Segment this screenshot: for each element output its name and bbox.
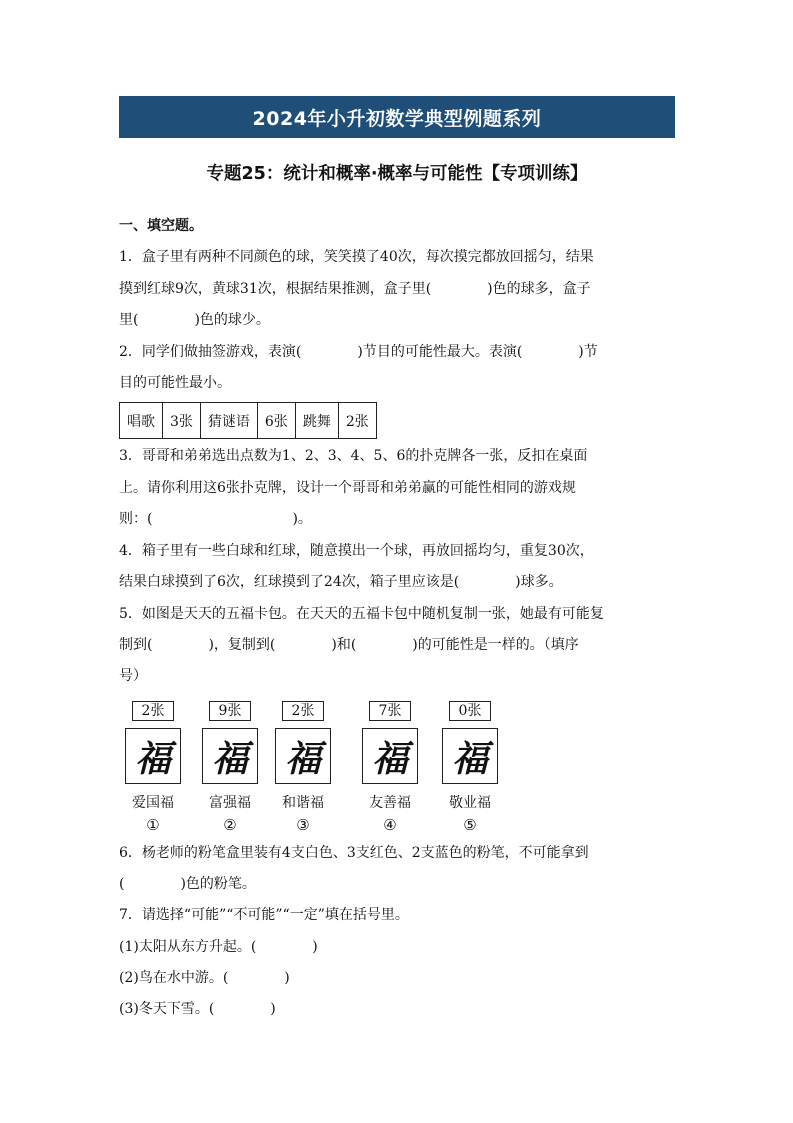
fu-card-5 <box>439 700 501 834</box>
card-name: 敬业福 <box>449 795 491 811</box>
lottery-table <box>119 402 377 439</box>
q2-line-2: 目的可能性最小。 <box>119 375 231 391</box>
card-count: 2张 <box>282 701 324 721</box>
table-cell: 跳舞 <box>295 403 338 439</box>
q5-line-2: 制到( )，复制到( )和( )的可能性是一样的。（填序 <box>119 637 579 653</box>
q1-line-2: 摸到红球9次，黄球31次，根据结果推测，盒子里( )色的球多，盒子 <box>119 281 591 297</box>
card-number: ③ <box>296 816 310 834</box>
fu-character-image: 福 <box>275 728 331 784</box>
q1-line-3: 里( )色的球少。 <box>119 312 270 328</box>
card-name: 和谐福 <box>282 795 324 811</box>
card-number: ④ <box>383 816 397 834</box>
q1-line-1: 1．盒子里有两种不同颜色的球，笑笑摸了40次，每次摸完都放回摇匀，结果 <box>119 249 594 265</box>
q2-line-1: 2．同学们做抽签游戏，表演( )节目的可能性最大。表演( )节 <box>119 344 598 360</box>
q4-line-1: 4．箱子里有一些白球和红球，随意摸出一个球，再放回摇均匀，重复30次， <box>119 543 594 559</box>
card-count: 0张 <box>449 701 491 721</box>
q3-line-3: 则：( )。 <box>119 511 312 527</box>
card-name: 富强福 <box>209 795 251 811</box>
q7-item-1: (1)太阳从东方升起。( ) <box>119 939 318 955</box>
q5-line-1: 5．如图是天天的五福卡包。在天天的五福卡包中随机复制一张，她最有可能复 <box>119 606 604 622</box>
card-name: 爱国福 <box>132 795 174 811</box>
fu-card-2 <box>199 700 261 834</box>
card-count: 2张 <box>132 701 174 721</box>
card-count: 7张 <box>369 701 411 721</box>
q3-line-1: 3．哥哥和弟弟选出点数为1、2、3、4、5、6的扑克牌各一张，反扣在桌面 <box>119 448 588 464</box>
q7-prompt: 7．请选择“可能”“不可能”“一定”填在括号里。 <box>119 907 409 923</box>
q7-item-3: (3)冬天下雪。( ) <box>119 1001 276 1017</box>
table-cell: 6张 <box>257 403 295 439</box>
fu-character-image: 福 <box>362 728 418 784</box>
section-heading: 一、填空题。 <box>119 218 203 234</box>
table-cell: 3张 <box>163 403 201 439</box>
table-cell: 2张 <box>338 403 376 439</box>
fu-character-image: 福 <box>125 728 181 784</box>
card-number: ② <box>223 816 237 834</box>
fu-card-1 <box>122 700 184 834</box>
fu-character-image: 福 <box>202 728 258 784</box>
series-banner: 2024年小升初数学典型例题系列 <box>119 96 675 138</box>
card-count: 9张 <box>209 701 251 721</box>
fu-card-4 <box>359 700 421 834</box>
worksheet-title: 专题25：统计和概率·概率与可能性【专项训练】 <box>206 164 588 184</box>
q7-item-2: (2)鸟在水中游。( ) <box>119 970 290 986</box>
card-number: ① <box>146 816 160 834</box>
table-row <box>120 403 377 439</box>
card-number: ⑤ <box>463 816 477 834</box>
q5-line-3: 号） <box>119 668 147 684</box>
fu-character-image: 福 <box>442 728 498 784</box>
table-cell: 唱歌 <box>120 403 163 439</box>
table-cell: 猜谜语 <box>200 403 257 439</box>
q6-line-2: ( )色的粉笔。 <box>119 876 256 892</box>
fu-card-3 <box>272 700 334 834</box>
q3-line-2: 上。请你利用这6张扑克牌，设计一个哥哥和弟弟赢的可能性相同的游戏规 <box>119 480 576 496</box>
card-name: 友善福 <box>369 795 411 811</box>
q6-line-1: 6．杨老师的粉笔盒里装有4支白色、3支红色、2支蓝色的粉笔，不可能拿到 <box>119 845 589 861</box>
q4-line-2: 结果白球摸到了6次，红球摸到了24次，箱子里应该是( )球多。 <box>119 574 563 590</box>
